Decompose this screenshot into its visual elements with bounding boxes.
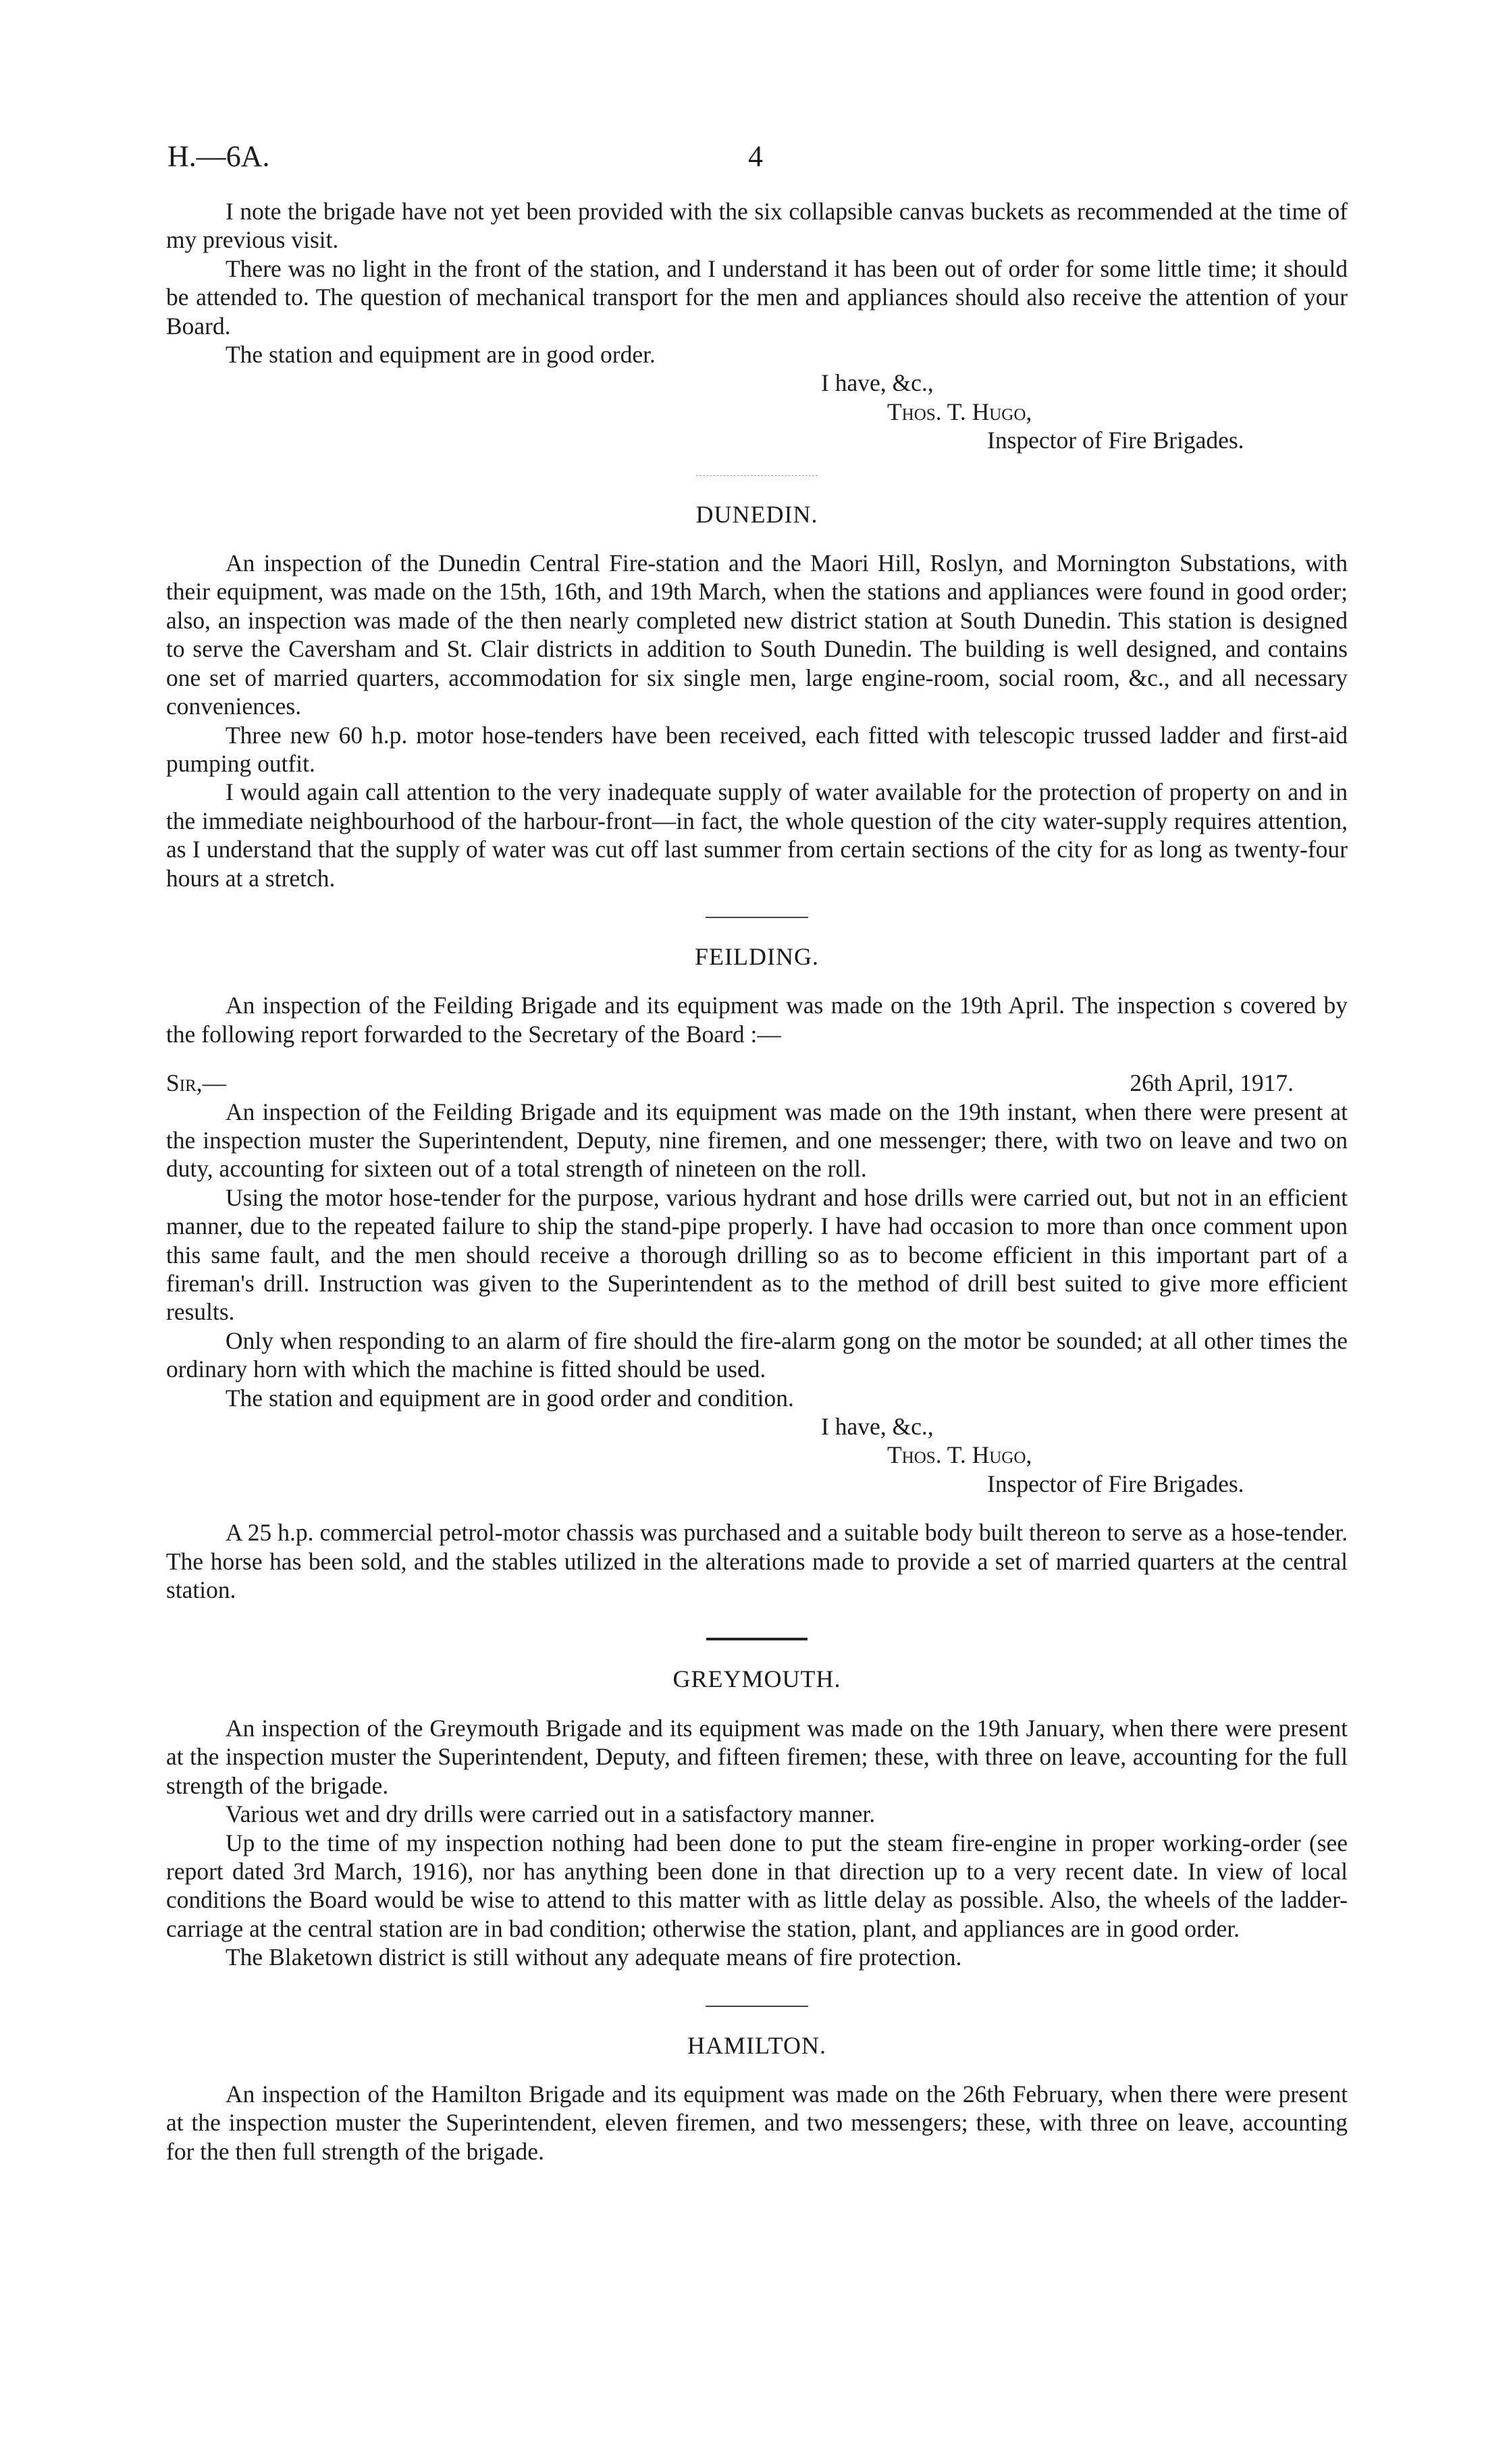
greymouth-paragraph-2: Various wet and dry drills were carried out in a satisfactory manner. (226, 1800, 876, 1828)
signature-title: Inspector of Fire Brigades. (987, 427, 1244, 454)
feilding-paragraph-3: Only when responding to an alarm of fire should the fire-alarm gong on the motor be sounded; at all other times the ordinary horn with which the machine is fitted should be used. (166, 1327, 1348, 1383)
page-number: 4 (748, 140, 763, 173)
letter-date: 26th April, 1917. (1130, 1069, 1294, 1097)
dunedin-paragraph-2: Three new 60 h.p. motor hose-tenders have been received, each fitted with telescopic trussed ladder and first-aid pumping outfit. (166, 721, 1348, 777)
greymouth-paragraph-3: Up to the time of my inspection nothing had been done to put the steam fire-engine in proper working-order (see report dated 3rd March, 1916), nor has anything been done in that direction up to a very recent date. In view of local conditions the Board would be wise to attend to this matter with as little delay as possible. Also, the wheels of the ladder-carriage at the central station are in bad condition; otherwise the station, plant, and appliances are in good order. (166, 1829, 1348, 1942)
signature-title: Inspector of Fire Brigades. (987, 1470, 1244, 1497)
greymouth-paragraph-1: An inspection of the Greymouth Brigade and its equipment was made on the 19th January, when there were present at the inspection muster the Superintendent, Deputy, and fifteen firemen; these, with three on leave, accounting for the full strength of the brigade. (166, 1714, 1348, 1799)
document-reference: H.—6A. (167, 140, 270, 173)
feilding-after-paragraph: A 25 h.p. commercial petrol-motor chassis was purchased and a suitable body built thereon to serve as a hose-tender. The horse has been sold, and the stables utilized in the alterations made to provide a set of married quarters at the central station. (166, 1519, 1348, 1604)
dunedin-paragraph-1: An inspection of the Dunedin Central Fire-station and the Maori Hill, Roslyn, and Mornington Substations, with their equipment, was made on the 15th, 16th, and 19th March, when the stations and appliances were found in good order; also, an inspection was made of the then nearly completed new district station at South Dunedin. This station is designed to serve the Caversham and St. Clair districts in addition to South Dunedin. The building is well designed, and contains one set of married quarters, accommodation for six single men, large engine-room, social room, &c., and all necessary conveniences. (166, 550, 1348, 720)
hamilton-paragraph-1: An inspection of the Hamilton Brigade and its equipment was made on the 26th February, when there were present at the inspection muster the Superintendent, eleven firemen, and two messengers; these, with three on leave, accounting for the then full strength of the brigade. (166, 2080, 1348, 2165)
intro-paragraph-3: The station and equipment are in good order. (226, 341, 656, 369)
signature-name: Thos. T. Hugo, (887, 1441, 1032, 1469)
section-heading-dunedin: DUNEDIN. (695, 500, 818, 528)
greymouth-paragraph-4: The Blaketown district is still without any adequate means of fire protection. (226, 1944, 962, 1971)
section-heading-hamilton: HAMILTON. (687, 2031, 826, 2059)
section-heading-greymouth: GREYMOUTH. (672, 1665, 841, 1693)
signature-name: Thos. T. Hugo, (887, 398, 1032, 425)
feilding-paragraph-4: The station and equipment are in good order and condition. (226, 1384, 794, 1412)
signature-closing: I have, &c., (821, 369, 934, 397)
letter-salutation: Sir,— (166, 1069, 227, 1097)
intro-paragraph-1: I note the brigade have not yet been provided with the six collapsible canvas buckets as recommended at the time of my previous visit. (166, 198, 1348, 254)
feilding-paragraph-1: An inspection of the Feilding Brigade and its equipment was made on the 19th instant, when there were present at the inspection muster the Superintendent, Deputy, nine firemen, and one messenger; there, with two on leave and two on duty, accounting for sixteen out of a total strength of nineteen on the roll. (166, 1098, 1348, 1183)
document-body (166, 197, 1348, 2166)
dunedin-paragraph-3: I would again call attention to the very inadequate supply of water available for the protection of property on and in the immediate neighbourhood of the harbour-front—in fact, the whole question of the city water-supply requires attention, as I understand that the supply of water was cut off last summer from certain sections of the city for as long as twenty-four hours at a stretch. (166, 778, 1348, 892)
signature-closing: I have, &c., (821, 1413, 934, 1441)
section-heading-feilding: FEILDING. (695, 942, 819, 970)
feilding-paragraph-2: Using the motor hose-tender for the purpose, various hydrant and hose drills were carried out, but not in an efficient manner, due to the repeated failure to ship the stand-pipe properly. I have had occasion to more than once comment upon this same fault, and the men should receive a thorough drilling so as to become efficient in this important part of a fireman's drill. Instruction was given to the Superintendent as to the method of drill best suited to give more efficient results. (166, 1183, 1348, 1326)
intro-paragraph-2: There was no light in the front of the station, and I understand it has been out of order for some little time; it should be attended to. The question of mechanical transport for the men and appliances should also receive the attention of your Board. (166, 255, 1348, 340)
feilding-intro: An inspection of the Feilding Brigade and its equipment was made on the 19th April. The inspection s covered by the following report forwarded to the Secretary of the Board :— (166, 992, 1348, 1048)
letter-salutation-line (166, 1069, 1348, 1097)
